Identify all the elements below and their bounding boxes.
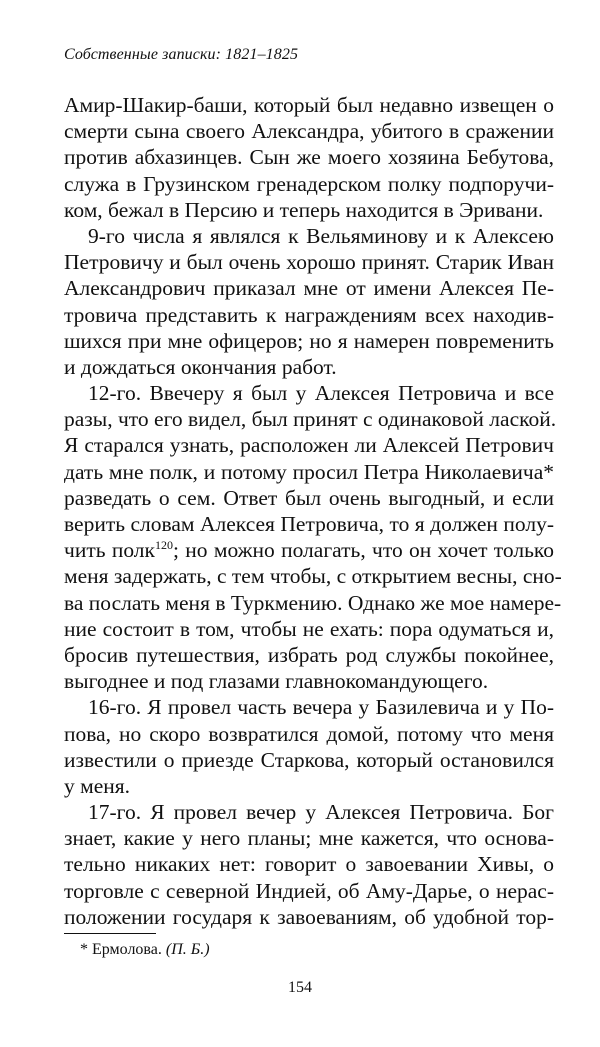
footnote (80, 941, 210, 959)
text-line: положении государя к завоеваниям, об удобной тор- (64, 904, 554, 929)
page-number: 154 (288, 979, 312, 996)
paragraph-start-line: 9-го числа я являлся к Вельяминову и к Алексею (88, 223, 554, 248)
text-line: Я старался узнать, расположен ли Алексей Петрович (64, 433, 554, 458)
text-line: Петровичу и был очень хорошо принят. Старик Иван (64, 250, 554, 275)
text-line: пова, но скоро возвратился домой, потому что меня (64, 721, 554, 746)
text-line-with-endnote (64, 537, 554, 563)
text-segment: ; но можно полагать, что он хочет только (172, 538, 554, 563)
text-line: бросив путешествия, избрать род службы покойнее, (64, 642, 554, 667)
paragraph-start-line: 12-го. Ввечеру я был у Алексея Петровича и все (88, 381, 554, 406)
text-line: ва послать меня в Туркмению. Однако же мое намере- (64, 590, 562, 615)
running-head: Собственные записки: 1821–1825 (64, 46, 299, 63)
text-line: шихся при мне офицеров; но я намерен повременить (64, 328, 554, 353)
text-line: Амир-Шакир-баши, который был недавно извещен о (64, 93, 554, 117)
body-text (64, 92, 562, 930)
paragraph-start-line: 16-го. Я провел часть вечера у Базилевича и у По- (88, 695, 554, 720)
text-line: смерти сына своего Александра, убитого в сражении (64, 119, 554, 144)
text-line: разы, что его видел, был принят с одинаковой лаской. (64, 407, 557, 432)
text-line: тельно никаких нет: говорит о завоевании Хивы, о (64, 852, 554, 877)
footnote-text: Ермолова. (92, 941, 162, 958)
text-line: торговле с северной Индией, об Аму-Дарье, о нерас- (64, 878, 554, 903)
footnote-note: (П. Б.) (165, 941, 210, 958)
text-line: дать мне полк, и потому просил Петра Николаевича* (64, 459, 554, 484)
endnote-reference: 120 (154, 538, 173, 553)
text-line: известили о приезде Старкова, который остановился (64, 747, 554, 772)
text-line: разведать о сем. Ответ был очень выгодный, и если (64, 485, 554, 510)
text-line: ком, бежал в Персию и теперь находится в Эривани. (64, 197, 544, 222)
text-line: тровича представить к награждениям всех находив- (64, 302, 554, 327)
text-line: верить словам Алексея Петровича, то я должен полу- (64, 512, 554, 536)
text-line: служа в Грузинском гренадерском полку подпоручи- (64, 171, 554, 196)
footnote-divider (64, 933, 156, 934)
text-line: Александрович приказал мне от имени Алексея Пе- (64, 276, 554, 301)
text-line: против абхазинцев. Сын же моего хозяина Бебутова, (64, 145, 554, 170)
paragraph-start-line: 17-го. Я провел вечер у Алексея Петровича. Бог (88, 800, 554, 825)
text-line: и дождаться окончания работ. (64, 354, 337, 379)
text-segment: чить полк (64, 538, 155, 563)
text-line: ние состоит в том, чтобы не ехать: пора одуматься и, (64, 616, 554, 641)
text-line: выгоднее и под глазами главнокомандующего. (64, 669, 489, 694)
text-line: у меня. (64, 773, 131, 798)
text-line: меня задержать, с тем чтобы, с открытием весны, сно- (64, 564, 562, 589)
text-line: знает, какие у него планы; мне кажется, что основа- (64, 826, 554, 851)
footnote-marker: * (80, 941, 88, 958)
